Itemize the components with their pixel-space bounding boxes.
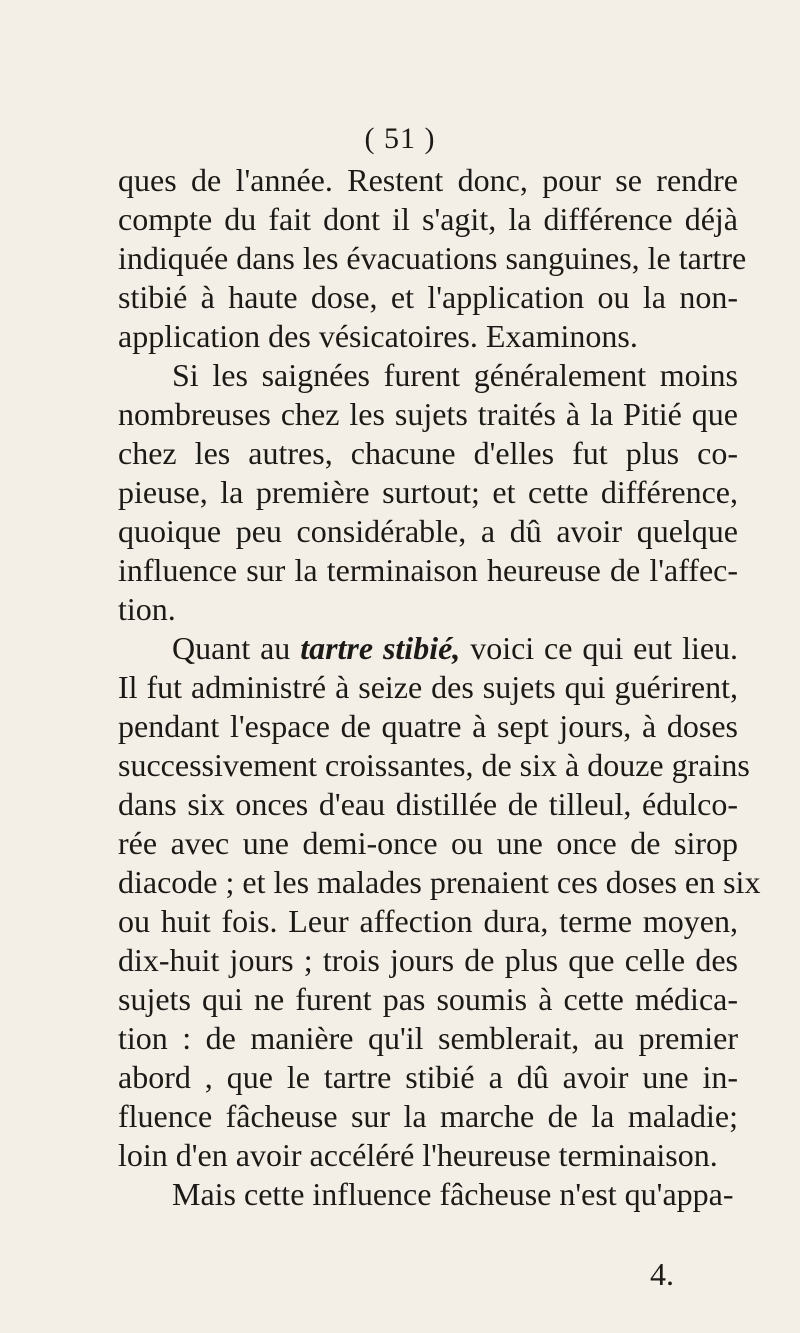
text-line: rée avec une demi-once ou une once de sirop — [118, 825, 738, 861]
text-line: ques de l'année. Restent donc, pour se rendre — [118, 162, 738, 198]
text-line: pieuse, la première surtout; et cette différence, — [118, 474, 738, 510]
text-line: dix-huit jours ; trois jours de plus que celle des — [118, 942, 738, 978]
text-line: tion : de manière qu'il semblerait, au premier — [118, 1020, 738, 1056]
italic-term: tartre stibié, — [300, 630, 461, 666]
text-line: compte du fait dont il s'agit, la différence déjà — [118, 201, 738, 237]
text-run: Quant au — [172, 630, 291, 666]
text-line: pendant l'espace de quatre à sept jours, à doses — [118, 708, 738, 744]
text-line: sujets qui ne furent pas soumis à cette médica- — [118, 981, 738, 1017]
text-line: diacode ; et les malades prenaient ces doses en six — [118, 864, 761, 900]
text-line: tion. — [118, 591, 176, 627]
paragraph-first-line: Mais cette influence fâcheuse n'est qu'appa- — [172, 1176, 734, 1212]
paragraph-first-line — [172, 628, 738, 668]
text-line: indiquée dans les évacuations sanguines, le tartre — [118, 240, 747, 276]
text-line: ou huit fois. Leur affection dura, terme moyen, — [118, 903, 738, 939]
text-line: quoique peu considérable, a dû avoir quelque — [118, 513, 738, 549]
text-line: abord , que le tartre stibié a dû avoir une in- — [118, 1059, 738, 1095]
text-line: chez les autres, chacune d'elles fut plus co- — [118, 435, 738, 471]
paragraph-first-line: Si les saignées furent généralement moins — [172, 357, 738, 393]
text-run: voici ce qui eut lieu. — [470, 630, 739, 666]
text-line: fluence fâcheuse sur la marche de la maladie; — [118, 1098, 738, 1134]
text-line: stibié à haute dose, et l'application ou la non- — [118, 279, 738, 315]
text-line: nombreuses chez les sujets traités à la Pitié que — [118, 396, 738, 432]
text-line: influence sur la terminaison heureuse de l'affec- — [118, 552, 738, 588]
text-line: Il fut administré à seize des sujets qui guérirent, — [118, 669, 738, 705]
text-line: successivement croissantes, de six à douze grains — [118, 747, 750, 783]
text-line: application des vésicatoires. Examinons. — [118, 318, 638, 354]
text-line: dans six onces d'eau distillée de tilleul, édulco- — [118, 786, 738, 822]
page-number-header: ( 51 ) — [364, 122, 436, 155]
catchword: 4. — [650, 1256, 674, 1292]
text-line: loin d'en avoir accéléré l'heureuse terminaison. — [118, 1137, 718, 1173]
